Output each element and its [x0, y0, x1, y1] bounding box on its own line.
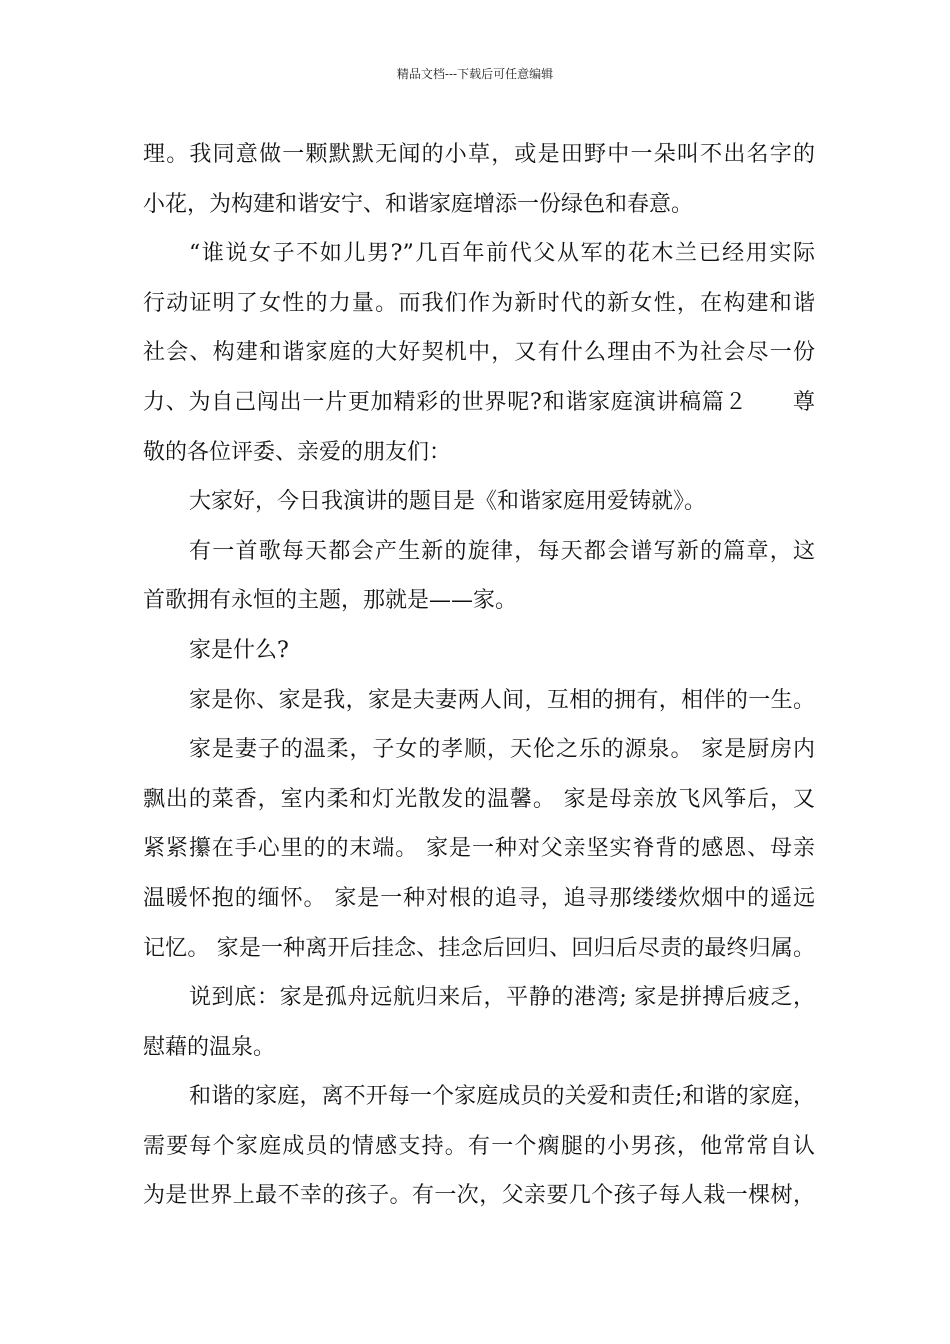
- text-line: 小花，为构建和谐安宁、和谐家庭增添一份绿色和春意。: [143, 191, 694, 217]
- text-line: 力、为自己闯出一片更加精彩的世界呢?和谐家庭演讲稿篇２ 尊: [143, 389, 815, 415]
- text-line: 首歌拥有永恒的主题，那就是——家。: [143, 588, 518, 614]
- text-line: 行动证明了女性的力量。而我们作为新时代的新女性，在构建和谐: [143, 290, 815, 316]
- text-line: 需要每个家庭成员的情感支持。有一个瘸腿的小男孩，他常常自认: [143, 1133, 815, 1159]
- page-header: 精品文档---下载后可任意编辑: [396, 67, 554, 81]
- text-line: 记忆。 家是一种离开后挂念、挂念后回归、回归后尽责的最终归属。: [143, 935, 815, 961]
- text-line: 温暖怀抱的缅怀。 家是一种对根的追寻，追寻那缕缕炊烟中的遥远: [143, 885, 815, 911]
- text-line: 社会、构建和谐家庭的大好契机中，又有什么理由不为社会尽一份: [143, 340, 815, 366]
- text-line: “谁说女子不如儿男?”几百年前代父从军的花木兰已经用实际: [189, 241, 815, 267]
- text-line: 为是世界上最不幸的孩子。有一次，父亲要几个孩子每人栽一棵树，: [143, 1183, 815, 1209]
- document-body: [143, 130, 815, 1221]
- text-line: 敬的各位评委、亲爱的朋友们：: [143, 439, 452, 465]
- text-line: 飘出的菜香，室内柔和灯光散发的温馨。 家是母亲放飞风筝后，又: [143, 786, 815, 812]
- text-line: 有一首歌每天都会产生新的旋律，每天都会谱写新的篇章，这: [189, 538, 815, 564]
- text-line: 和谐的家庭，离不开每一个家庭成员的关爱和责任;和谐的家庭，: [189, 1084, 815, 1110]
- text-line: 家是妻子的温柔，子女的孝顺，天伦之乐的源泉。 家是厨房内: [189, 737, 815, 763]
- text-line: 说到底：家是孤舟远航归来后，平静的港湾; 家是拼搏后疲乏，: [189, 985, 815, 1011]
- text-line: 慰藉的温泉。: [143, 1034, 276, 1060]
- text-line: 理。我同意做一颗默默无闻的小草，或是田野中一朵叫不出名字的: [143, 142, 815, 167]
- text-line: 家是什么?: [189, 637, 289, 663]
- text-line: 家是你、家是我，家是夫妻两人间，互相的拥有，相伴的一生。: [189, 687, 815, 713]
- text-line: 大家好，今日我演讲的题目是《和谐家庭用爱铸就》。: [189, 489, 707, 515]
- text-line: 紧紧攥在手心里的的末端。 家是一种对父亲坚实脊背的感恩、母亲: [143, 836, 815, 862]
